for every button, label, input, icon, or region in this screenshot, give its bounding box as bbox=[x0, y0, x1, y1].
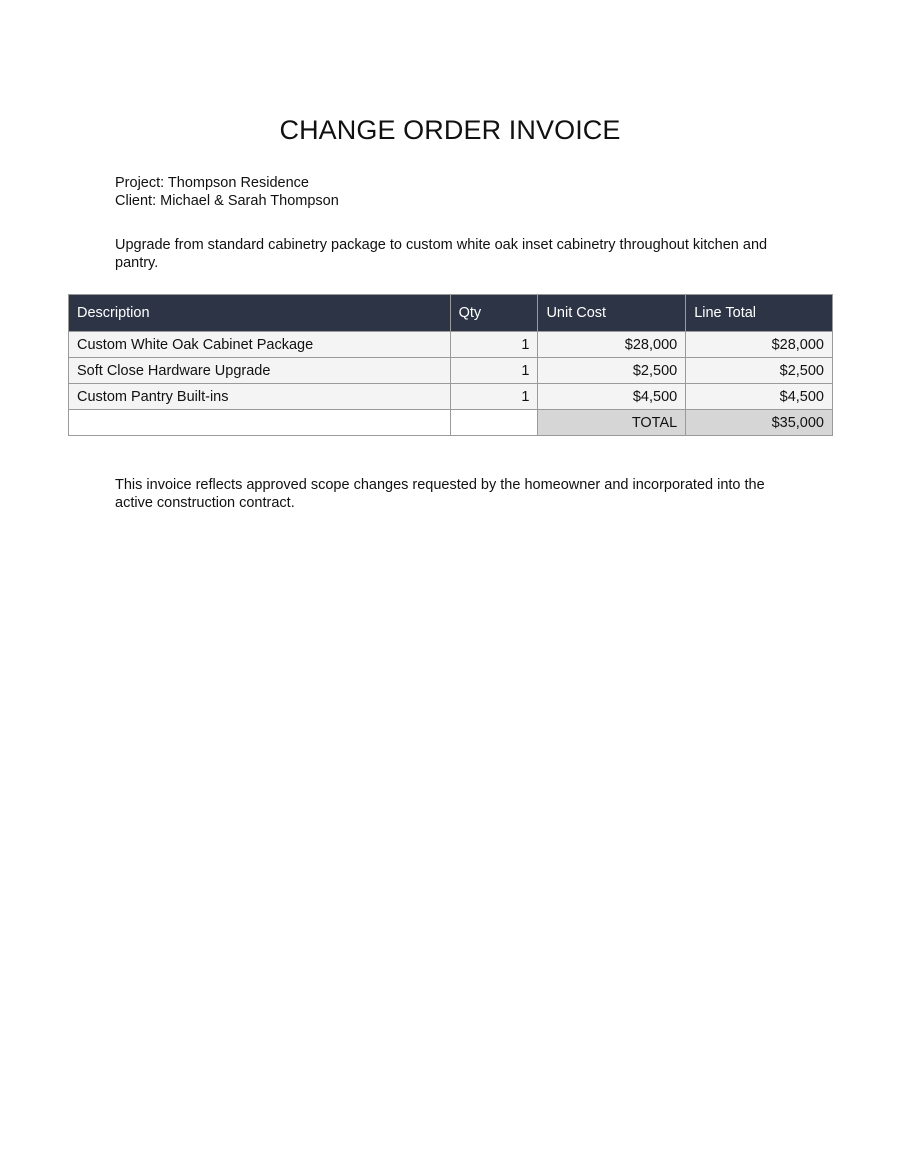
row-line-total: $28,000 bbox=[686, 332, 833, 358]
header-description: Description bbox=[69, 295, 451, 332]
client-line: Client: Michael & Sarah Thompson bbox=[115, 193, 339, 209]
row-line-total: $2,500 bbox=[686, 358, 833, 384]
project-meta bbox=[115, 174, 339, 210]
row-unit-cost: $28,000 bbox=[538, 332, 686, 358]
row-unit-cost: $2,500 bbox=[538, 358, 686, 384]
line-items-table bbox=[68, 294, 833, 436]
header-unit-cost: Unit Cost bbox=[538, 295, 686, 332]
total-row-blank-description bbox=[69, 410, 451, 436]
total-row bbox=[69, 410, 833, 436]
row-qty: 1 bbox=[450, 332, 538, 358]
row-description: Soft Close Hardware Upgrade bbox=[69, 358, 451, 384]
row-qty: 1 bbox=[450, 358, 538, 384]
project-line: Project: Thompson Residence bbox=[115, 175, 309, 191]
total-label: TOTAL bbox=[538, 410, 686, 436]
table-header-row bbox=[69, 295, 833, 332]
table-row bbox=[69, 332, 833, 358]
row-unit-cost: $4,500 bbox=[538, 384, 686, 410]
row-description: Custom Pantry Built-ins bbox=[69, 384, 451, 410]
row-line-total: $4,500 bbox=[686, 384, 833, 410]
header-qty: Qty bbox=[450, 295, 538, 332]
total-row-blank-qty bbox=[450, 410, 538, 436]
row-description: Custom White Oak Cabinet Package bbox=[69, 332, 451, 358]
document-title: CHANGE ORDER INVOICE bbox=[279, 115, 621, 145]
table-row bbox=[69, 358, 833, 384]
change-description: Upgrade from standard cabinetry package to custom white oak inset cabinetry throughout kitchen and pantry. bbox=[115, 237, 768, 271]
row-qty: 1 bbox=[450, 384, 538, 410]
footer-note: This invoice reflects approved scope changes requested by the homeowner and incorporated into the active construction contract. bbox=[115, 477, 765, 511]
table-row bbox=[69, 384, 833, 410]
header-line-total: Line Total bbox=[686, 295, 833, 332]
total-value: $35,000 bbox=[686, 410, 833, 436]
